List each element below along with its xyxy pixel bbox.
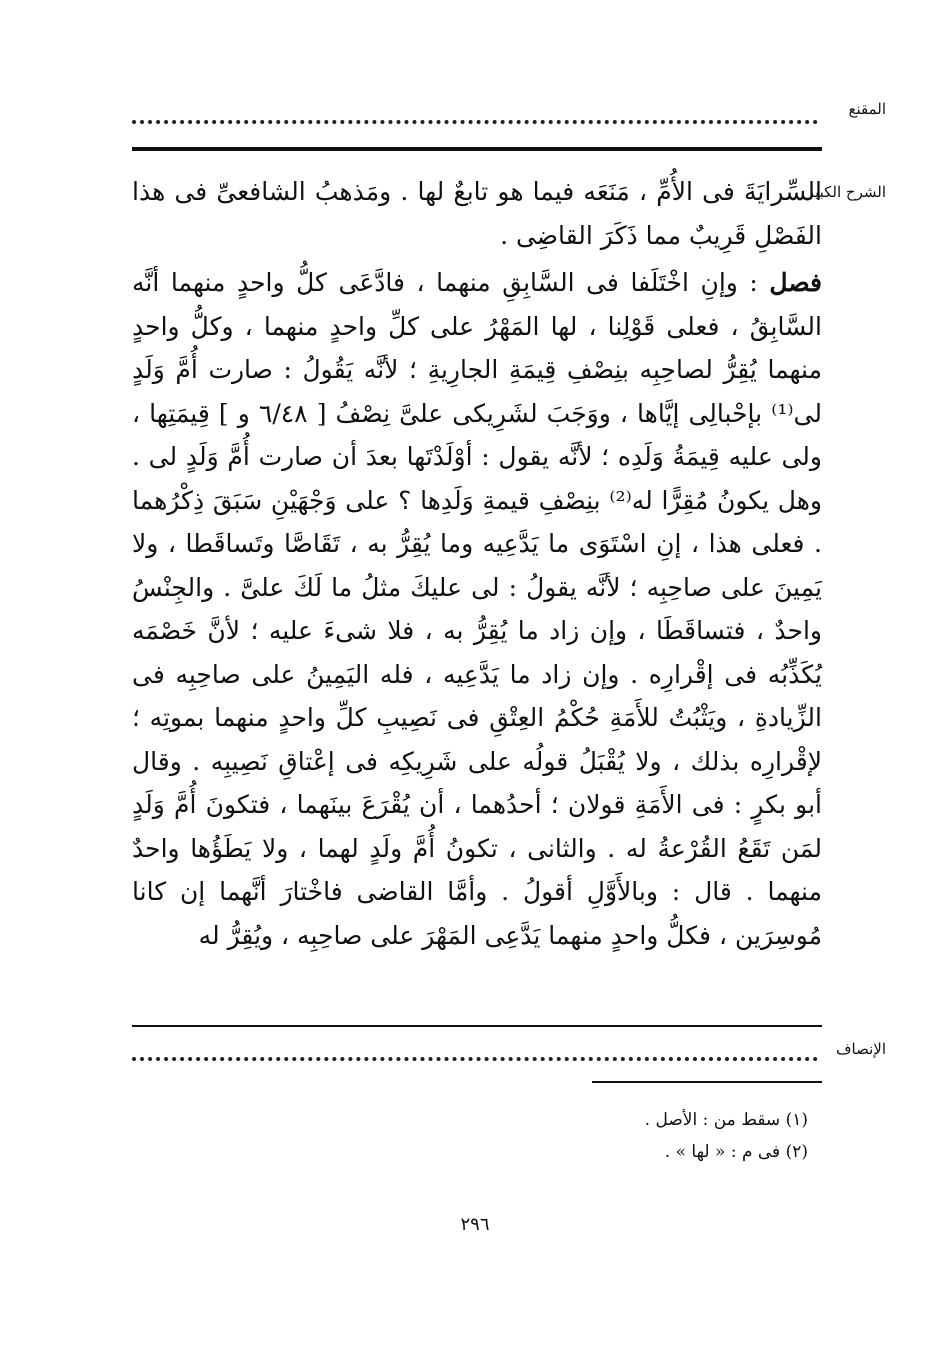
- page-number: ٢٩٦: [460, 1214, 490, 1235]
- fasl-body: : وإنِ اخْتَلَفا فى السَّابِقِ منهما ، فادَّعَى كلُّ واحدٍ منهما أنَّه السَّابِقُ ، فعلى قَوْلِنا ، لها المَهْرُ على كلِّ واحدٍ منهما ، وكلُّ واحدٍ منهما يُقِرُّ لصاحِبِه بنِصْفِ قِيمَةِ الجارِيةِ ؛ لأنَّه يَقُولُ : صارت أُمَّ وَلَدٍ لى⁽¹⁾ بإحْبالِى إيَّاها ، ووَجَبَ لشَرِيكى علىَّ نِصْفُ [ ٦/٤٨ و ] قِيمَتِها ، ولى عليه قِيمَةُ وَلَدِه ؛ لأنَّه يقول : أوْلَدْتَها بعدَ أن صارت أُمَّ وَلَدٍ لى . وهل يكونُ مُقِرًّا له⁽²⁾ بنِصْفِ قيمةِ وَلَدِها ؟ على وَجْهَيْنِ سَبَقَ ذِكْرُهما . فعلى هذا ، إنِ اسْتَوَى ما يَدَّعِيه وما يُقِرُّ به ، تَقَاصَّا وتَساقَطا ، ولا يَمِينَ على صاحِبِه ؛ لأنَّه يقولُ : لى عليكَ مثلُ ما لَكَ علىَّ . والجِنْسُ واحدٌ ، فتساقَطَا ، وإن زاد ما يُقِرُّ به ، فلا شىءَ عليه ؛ لأنَّ خَصْمَه يُكَذِّبُه فى إقْرارِه . وإن زاد ما يَدَّعِيه ، فله اليَمِينُ على صاحِبِه فى الزِّيادةِ ، ويَثْبُتُ للأَمَةِ حُكْمُ العِتْقِ فى نَصِيبِ كلِّ واحدٍ منهما بموتِه ؛ لإقْرارِه بذلك ، ولا يُقْبَلُ قولُه على شَرِيكِه فى إعْتاقِ نَصِيبِه . وقال أبو بكرٍ : فى الأَمَةِ قولان ؛ أحدُهما ، أن يُقْرَعَ بينَهما ، فتكونَ أُمَّ وَلَدٍ لمَن تَقَعُ القُرْعةُ له . والثانى ، تكونُ أُمَّ ولَدٍ لهما ، ولا يَطَؤُها واحدٌ منهما . قال : وبالأَوَّلِ أقولُ . وأمَّا القاضى فاخْتارَ أنَّهما إن كانا مُوسِرَين ، فكلُّ واحدٍ منهما يَدَّعِى المَهْرَ على صاحِبِه ، ويُقِرُّ له: [132, 268, 822, 950]
- fasl-heading: فصل: [769, 268, 822, 297]
- footnote-separator: [592, 1081, 822, 1083]
- insaf-rule: [132, 1025, 822, 1027]
- fasl-paragraph: [132, 261, 822, 957]
- sharh-kabir-label: الشرح الكبير: [806, 183, 886, 201]
- continuation-paragraph: السِّرايَةَ فى الأُمِّ ، مَنَعَه فيما هو تابعٌ لها . ومَذهبُ الشافعىِّ فى هذا الفَصْلِ قَرِيبٌ مما ذَكَرَ القاضِى .: [132, 177, 822, 250]
- footnote-1: (١) سقط من : الأصل .: [644, 1110, 808, 1130]
- insaf-label: الإنصاف: [835, 1040, 886, 1058]
- muqni-dotted-line: [132, 120, 818, 124]
- commentary-text: [132, 170, 822, 957]
- footnotes: [645, 1104, 808, 1168]
- section-rule: [132, 147, 822, 151]
- muqni-label: المقنع: [848, 100, 886, 118]
- insaf-dotted-line: [132, 1057, 818, 1061]
- footnote-2: (٢) فى م : « لها » .: [664, 1142, 808, 1162]
